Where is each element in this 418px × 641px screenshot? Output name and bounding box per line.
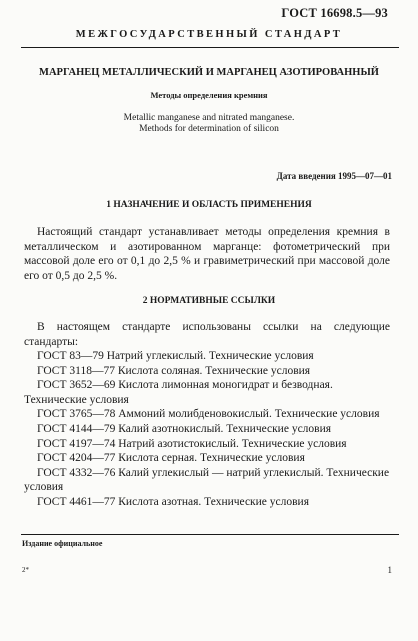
reference-item: ГОСТ 3652—69 Кислота лимонная моногидрат и безводная. Технические условия — [24, 379, 333, 406]
english-title-line-2: Methods for determination of silicon — [139, 124, 279, 134]
page-number: 1 — [387, 565, 392, 575]
english-title-line-1: Metallic manganese and nitrated manganese. — [123, 113, 295, 123]
section-1-text: Настоящий стандарт устанавливает методы определения кремния в металлическом и азотированном марганце: фотометрический при массовой доле его от 0,1 до 2,5 % и гравиметрический при массовой доле его от 0,5 до 2,5 %. — [24, 226, 390, 282]
document-subtitle: Методы определения кремния — [150, 90, 268, 100]
footer-rule — [21, 534, 399, 535]
section-1-heading: 1 НАЗНАЧЕНИЕ И ОБЛАСТЬ ПРИМЕНЕНИЯ — [106, 200, 312, 210]
reference-item: ГОСТ 3765—78 Аммоний молибденовокислый. Технические условия — [37, 408, 380, 421]
reference-item: ГОСТ 4197—74 Натрий азотистокислый. Технические условия — [37, 437, 347, 450]
reference-item: ГОСТ 4204—77 Кислота серная. Технические условия — [37, 452, 305, 465]
reference-item: ГОСТ 4332—76 Калий углекислый — натрий углекислый. Технические условия — [24, 466, 390, 494]
english-title — [0, 113, 418, 135]
reference-item: ГОСТ 83—79 Натрий углекислый. Технические условия — [37, 350, 314, 362]
reference-item: ГОСТ 3118—77 Кислота соляная. Технические условия — [37, 364, 311, 377]
section-2-intro: В настоящем стандарте использованы ссылки на следующие стандарты: — [24, 321, 390, 348]
reference-item: ГОСТ 4461—77 Кислота азотная. Технические условия — [37, 495, 309, 508]
section-2-heading: 2 НОРМАТИВНЫЕ ССЫЛКИ — [142, 296, 276, 306]
introduction-date: Дата введения 1995—07—01 — [276, 171, 392, 181]
standard-type-header: МЕЖГОСУДАРСТВЕННЫЙ СТАНДАРТ — [75, 29, 343, 40]
header-rule — [21, 47, 399, 48]
official-edition-label: Издание официальное — [22, 539, 103, 548]
document-title: МАРГАНЕЦ МЕТАЛЛИЧЕСКИЙ И МАРГАНЕЦ АЗОТИРОВАННЫЙ — [39, 67, 379, 78]
document-code: ГОСТ 16698.5—93 — [281, 6, 388, 20]
reference-item: ГОСТ 4144—79 Калий азотнокислый. Технические условия — [37, 422, 332, 435]
sheet-mark: 2* — [22, 566, 29, 574]
normative-references-list — [24, 349, 390, 510]
